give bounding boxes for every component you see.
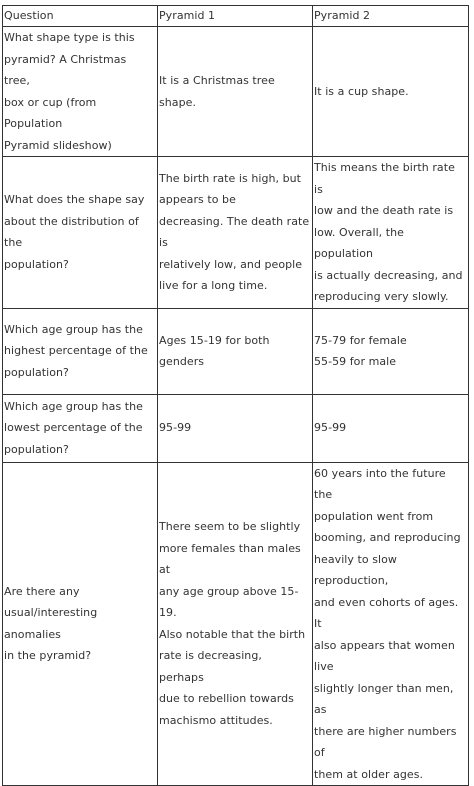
question-cell: Are there any usual/interesting anomalies in the pyramid?	[3, 462, 158, 786]
question-cell: Which age group has the highest percentage of the population?	[3, 308, 158, 394]
pyramid-1-cell: The birth rate is high, but appears to be decreasing. The death rate is relatively low, and people live for a long time.	[158, 157, 313, 309]
pyramid-2-cell: 60 years into the future the population went from booming, and reproducing heavily to slow reproduction, and even cohorts of ages. It also appears that women live slightly longer than men, as there are higher numbers of them at older ages.	[313, 462, 469, 786]
pyramid-1-cell: 95-99	[158, 394, 313, 462]
table-row	[3, 308, 469, 394]
header-pyramid-1: Pyramid 1	[158, 6, 313, 27]
pyramid-2-cell: It is a cup shape.	[313, 27, 469, 157]
question-cell: What shape type is this pyramid? A Christmas tree, box or cup (from Population Pyramid slideshow)	[3, 27, 158, 157]
pyramid-2-cell: This means the birth rate is low and the death rate is low. Overall, the population is actually decreasing, and reproducing very slowly.	[313, 157, 469, 309]
header-question: Question	[3, 6, 158, 27]
table-row	[3, 462, 469, 786]
pyramid-1-cell: Ages 15-19 for both genders	[158, 308, 313, 394]
comparison-table	[2, 5, 469, 786]
table-row	[3, 394, 469, 462]
table-row	[3, 157, 469, 309]
question-cell: Which age group has the lowest percentage of the population?	[3, 394, 158, 462]
header-pyramid-2: Pyramid 2	[313, 6, 469, 27]
question-cell: What does the shape say about the distribution of the population?	[3, 157, 158, 309]
pyramid-2-cell: 95-99	[313, 394, 469, 462]
table-row	[3, 27, 469, 157]
pyramid-1-cell: There seem to be slightly more females than males at any age group above 15-19. Also notable that the birth rate is decreasing, perhaps due to rebellion towards machismo attitudes.	[158, 462, 313, 786]
pyramid-1-cell: It is a Christmas tree shape.	[158, 27, 313, 157]
pyramid-2-cell: 75-79 for female 55-59 for male	[313, 308, 469, 394]
header-row	[3, 6, 469, 27]
